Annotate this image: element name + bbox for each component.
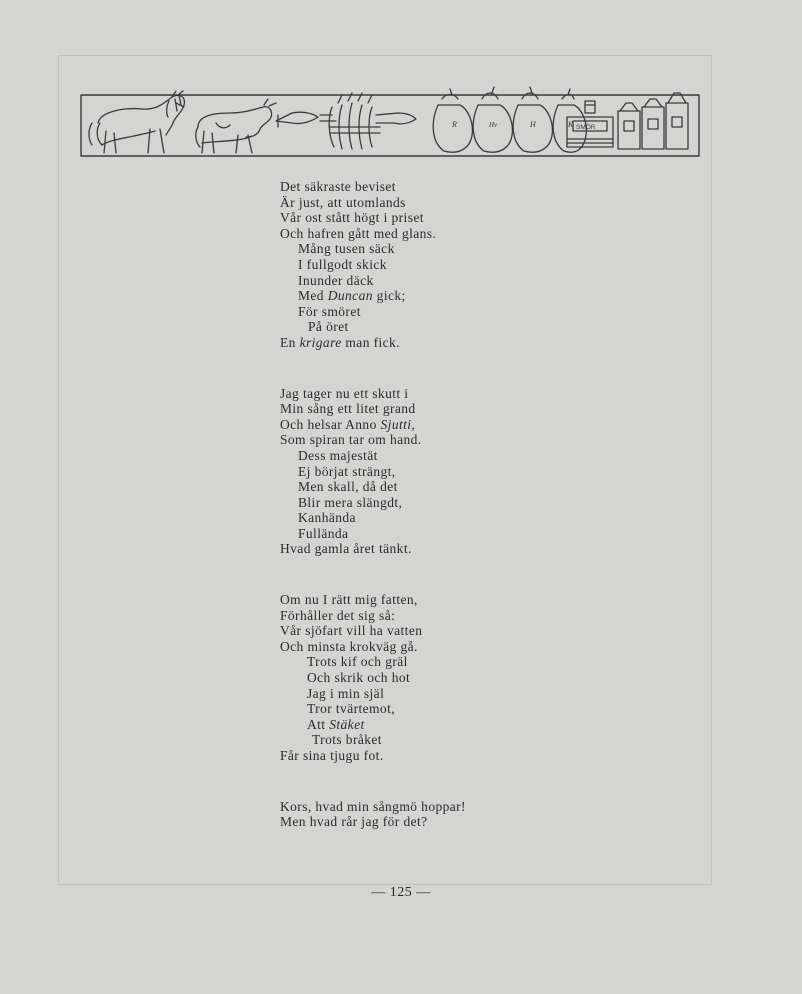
poem-line: På öret (308, 319, 349, 335)
poem-line: Är just, att utomlands (280, 194, 406, 210)
poem-line: Tror tvärtemot, (307, 701, 395, 717)
poem-line: Inunder däck (298, 272, 374, 288)
illustrated-banner (80, 83, 700, 158)
line-text: gick; (372, 288, 406, 304)
stanza-1 (280, 179, 610, 351)
horse-icon (89, 91, 184, 153)
poem-line: För smöret (298, 303, 361, 319)
poem-line: Det säkraste beviset (280, 179, 396, 194)
sack-label-r: R (452, 120, 457, 129)
poem-line: Vår ost stått högt i priset (280, 210, 424, 226)
poem-line: Och hafren gått med glans. (280, 225, 437, 241)
poem-line (280, 288, 610, 304)
poem-line (280, 717, 610, 733)
poem-line: Min sång ett litet grand (280, 401, 416, 417)
poem-line: Dess majestät (298, 447, 378, 463)
poem-line: Jag i min själ (307, 685, 385, 701)
poem-line: Ej börjat strängt, (298, 463, 396, 479)
poem-line: Kors, hvad min sångmö hoppar! (280, 798, 466, 814)
poem-line: Kanhända (298, 510, 356, 526)
poem-line: Och minsta krokväg gå. (280, 638, 418, 654)
sack-label-h: H (530, 120, 536, 129)
poem-line: Men hvad rår jag för det? (280, 814, 428, 830)
italic-name: krigare (299, 334, 342, 350)
poem-line: Får sina tjugu fot. (280, 748, 384, 763)
poem-line (280, 335, 610, 351)
line-text: Att (307, 716, 330, 732)
poem-line (280, 417, 610, 433)
poem (280, 179, 610, 830)
crate-label: SMÖR (576, 124, 596, 131)
poem-line: Men skall, då det (298, 479, 398, 495)
poem-line: Trots kif och gräl (307, 654, 408, 670)
italic-name: Stäket (329, 716, 365, 732)
line-text: Med (298, 288, 328, 304)
poem-line: Jag tager nu ett skutt i (280, 385, 409, 401)
line-text: Och helsar Anno (280, 416, 381, 432)
stanza-2 (280, 386, 610, 558)
poem-line: Vår sjöfart vill ha vatten (280, 623, 423, 639)
fish-icon (276, 112, 318, 127)
line-text: man fick. (341, 334, 400, 350)
butter-crate-icon (567, 101, 613, 147)
poem-line: Trots bråket (312, 732, 382, 748)
fish-bundle-icon (320, 93, 416, 149)
italic-name: Duncan (327, 288, 373, 304)
poem-line: Hvad gamla året tänkt. (280, 541, 412, 557)
poem-line: Fullända (298, 525, 349, 541)
poem-line: I fullgodt skick (298, 256, 387, 272)
poem-line: Som spiran tar om hand. (280, 432, 422, 448)
poem-line: Mång tusen säck (298, 241, 395, 257)
sack-label-k: K (568, 120, 574, 129)
stanza-4 (280, 799, 610, 830)
butter-tubs-icon (618, 93, 688, 149)
italic-name: Sjutti, (380, 416, 416, 432)
line-text: En (280, 334, 300, 350)
page-number: — 125 — (371, 885, 431, 900)
poem-line: Och skrik och hot (307, 670, 411, 686)
grain-sacks-icon (433, 87, 586, 152)
poem-line: Om nu I rätt mig fatten, (280, 592, 418, 608)
cow-icon (196, 99, 276, 153)
poem-line: Blir mera slängdt, (298, 494, 403, 510)
sack-label-hv: Hv (489, 121, 498, 129)
stanza-3 (280, 592, 610, 764)
poem-line: Förhåller det sig så: (280, 607, 396, 623)
